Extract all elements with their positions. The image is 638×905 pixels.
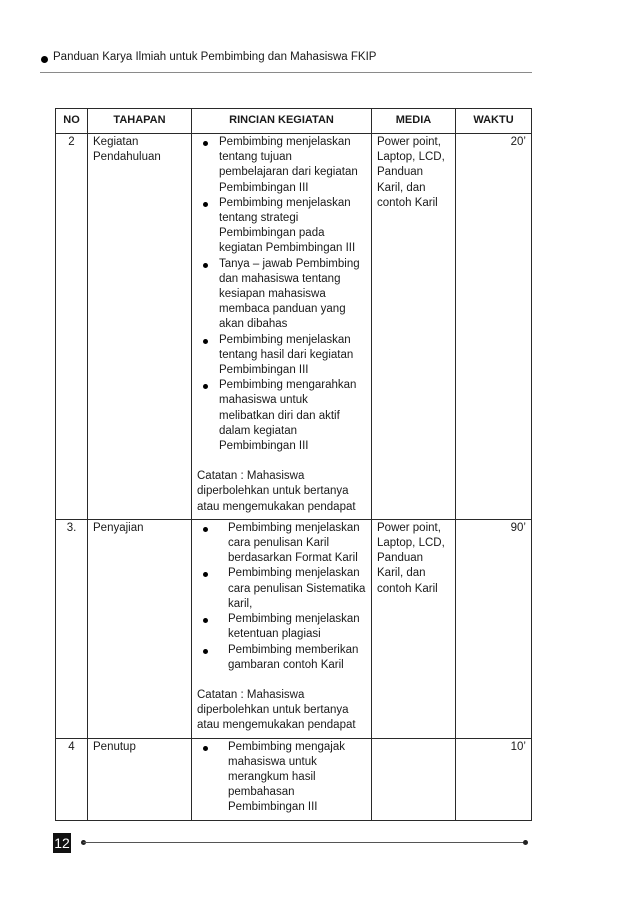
media-line: Power point, bbox=[377, 136, 441, 148]
cell-no: 2 bbox=[56, 134, 88, 520]
note bbox=[197, 688, 366, 734]
media-line: contoh Karil bbox=[377, 582, 438, 595]
list-item bbox=[197, 612, 366, 642]
list-item bbox=[197, 135, 366, 196]
item-line: Pembimbing menjelaskan bbox=[228, 613, 360, 626]
item-line: mahasiswa untuk bbox=[219, 394, 308, 407]
item-line: mahasiswa untuk bbox=[228, 755, 317, 768]
list-item bbox=[197, 740, 366, 816]
item-line: Pembimbingan III bbox=[219, 364, 309, 377]
list-item bbox=[197, 257, 366, 333]
item-line: merangkum hasil bbox=[228, 770, 316, 783]
item-line: Pembimbing mengarahkan bbox=[219, 379, 357, 392]
activity-table bbox=[55, 108, 532, 821]
item-line: ketentuan plagiasi bbox=[228, 628, 321, 641]
media-line: Panduan bbox=[377, 552, 424, 565]
footer-rule bbox=[83, 842, 525, 843]
bullet-icon bbox=[203, 572, 208, 577]
bullet-icon bbox=[203, 618, 208, 623]
item-line: Pembimbing mengajak bbox=[228, 740, 345, 753]
media-line: contoh Karil bbox=[377, 196, 438, 209]
note-line: Catatan : Mahasiswa bbox=[197, 688, 305, 701]
cell-rincian bbox=[192, 519, 372, 738]
item-line: cara penulisan Sistematika bbox=[228, 582, 366, 595]
activity-list bbox=[197, 521, 366, 673]
cell-waktu: 20’ bbox=[456, 134, 532, 520]
col-header-tahapan: TAHAPAN bbox=[88, 109, 192, 134]
list-item bbox=[197, 196, 366, 257]
tahapan-line: Pendahuluan bbox=[93, 151, 161, 164]
bullet-icon bbox=[203, 527, 208, 532]
item-line: Pembimbingan III bbox=[228, 801, 318, 814]
bullet-icon bbox=[203, 202, 208, 207]
item-line: pembahasan bbox=[228, 786, 295, 799]
table-row bbox=[56, 738, 532, 820]
footer-line-end-dot bbox=[523, 840, 528, 845]
note-line: atau mengemukakan pendapat bbox=[197, 500, 356, 513]
bullet-icon bbox=[203, 263, 208, 268]
note-line: diperbolehkan untuk bertanya bbox=[197, 485, 349, 498]
item-line: pembelajaran dari kegiatan bbox=[219, 166, 358, 179]
activity-list bbox=[197, 740, 366, 816]
media-line: Power point, bbox=[377, 521, 441, 534]
item-line: Pembimbing menjelaskan bbox=[219, 196, 351, 209]
cell-no: 3. bbox=[56, 519, 88, 738]
list-item bbox=[197, 566, 366, 612]
cell-no: 4 bbox=[56, 738, 88, 820]
item-line: Pembimbingan III bbox=[219, 440, 309, 453]
list-item bbox=[197, 643, 366, 673]
bullet-icon bbox=[203, 384, 208, 389]
cell-media bbox=[372, 519, 456, 738]
item-line: kesiapan mahasiswa bbox=[219, 288, 326, 301]
cell-tahapan bbox=[88, 134, 192, 520]
activity-list bbox=[197, 135, 366, 454]
cell-rincian bbox=[192, 738, 372, 820]
table-row bbox=[56, 134, 532, 520]
tahapan-line: Penutup bbox=[93, 740, 136, 753]
note-line: Catatan : Mahasiswa bbox=[197, 470, 305, 483]
media-line: Laptop, LCD, bbox=[377, 151, 445, 164]
item-line: berdasarkan Format Karil bbox=[228, 552, 358, 565]
cell-waktu: 90’ bbox=[456, 519, 532, 738]
cell-tahapan bbox=[88, 738, 192, 820]
list-item bbox=[197, 521, 366, 567]
item-line: gambaran contoh Karil bbox=[228, 658, 344, 671]
item-line: dan mahasiswa tentang bbox=[219, 272, 341, 285]
item-line: Pembimbingan pada bbox=[219, 227, 325, 240]
table-row bbox=[56, 519, 532, 738]
cell-waktu: 10’ bbox=[456, 738, 532, 820]
bullet-icon bbox=[203, 746, 208, 751]
item-line: Tanya – jawab Pembimbing bbox=[219, 257, 360, 270]
cell-rincian bbox=[192, 134, 372, 520]
item-line: membaca panduan yang bbox=[219, 303, 346, 316]
note-line: diperbolehkan untuk bertanya bbox=[197, 704, 349, 717]
cell-tahapan bbox=[88, 519, 192, 738]
item-line: tentang strategi bbox=[219, 212, 299, 225]
media-line: Karil, dan bbox=[377, 567, 426, 580]
list-item bbox=[197, 378, 366, 454]
item-line: Pembimbing memberikan bbox=[228, 643, 359, 656]
item-line: Pembimbing menjelaskan bbox=[219, 136, 351, 148]
cell-media bbox=[372, 738, 456, 820]
col-header-rincian: RINCIAN KEGIATAN bbox=[192, 109, 372, 134]
tahapan-line: Penyajian bbox=[93, 521, 144, 534]
item-line: melibatkan diri dan aktif bbox=[219, 409, 340, 422]
list-item bbox=[197, 333, 366, 379]
item-line: kegiatan Pembimbingan III bbox=[219, 242, 356, 255]
item-line: tentang tujuan bbox=[219, 151, 292, 164]
item-line: tentang hasil dari kegiatan bbox=[219, 348, 354, 361]
item-line: cara penulisan Karil bbox=[228, 537, 330, 550]
bullet-icon bbox=[203, 649, 208, 654]
header-title: Panduan Karya Ilmiah untuk Pembimbing dan Mahasiswa FKIP bbox=[53, 51, 377, 63]
media-line: Laptop, LCD, bbox=[377, 537, 445, 550]
note bbox=[197, 469, 366, 515]
item-line: Pembimbingan III bbox=[219, 181, 309, 194]
page-header bbox=[40, 50, 532, 73]
table-header-row bbox=[56, 109, 532, 134]
page-number: 12 bbox=[54, 835, 70, 851]
tahapan-line: Kegiatan bbox=[93, 136, 139, 148]
bullet-icon bbox=[203, 339, 208, 344]
media-line: Karil, dan bbox=[377, 181, 426, 194]
item-line: Pembimbing menjelaskan bbox=[228, 567, 360, 580]
item-line: akan dibahas bbox=[219, 318, 288, 331]
item-line: Pembimbing menjelaskan bbox=[219, 333, 351, 346]
col-header-media: MEDIA bbox=[372, 109, 456, 134]
col-header-no: NO bbox=[56, 109, 88, 134]
bullet-icon bbox=[203, 141, 208, 146]
col-header-waktu: WAKTU bbox=[456, 109, 532, 134]
cell-media bbox=[372, 134, 456, 520]
item-line: Pembimbing menjelaskan bbox=[228, 521, 360, 534]
item-line: dalam kegiatan bbox=[219, 424, 297, 437]
media-line: Panduan bbox=[377, 166, 424, 179]
note-line: atau mengemukakan pendapat bbox=[197, 719, 356, 732]
bullet-icon bbox=[41, 56, 48, 63]
item-line: karil, bbox=[228, 597, 253, 610]
